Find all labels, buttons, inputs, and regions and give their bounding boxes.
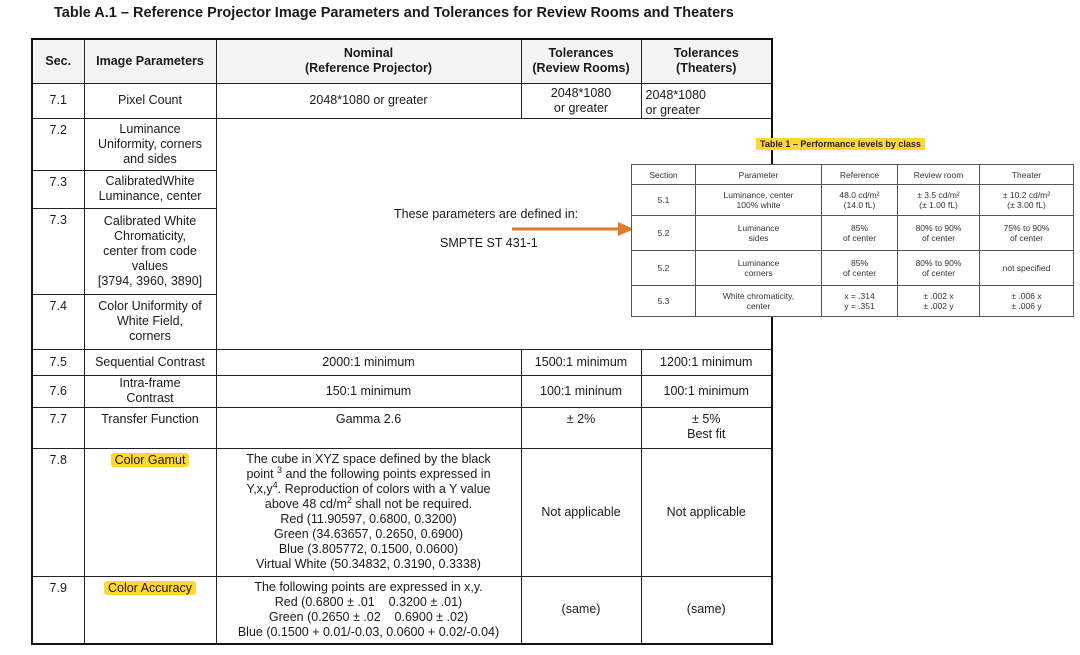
inset-review: ± .002 x ± .002 y — [898, 286, 980, 317]
inset-header: Reference — [822, 165, 898, 185]
inset-reference: 85% of center — [822, 251, 898, 286]
row-nominal: The cube in XYZ space defined by the black point $^3$ and the following points expressed in $Y,x,y^4$. Reproduction of colors with a Y value above 48 $cd/m^2$ shall not be required. Red (11.90597, 0.6800, 0.3200) Green (34.63657, 0.2650, 0.6900) Blue (3.805772, 0.1500, 0.0600) Virtual White (50.34832, 0.3190, 0.3338) — [216, 448, 521, 576]
row-theater: 100:1 minimum — [641, 375, 772, 407]
highlighted-param: Color Accuracy — [104, 581, 196, 595]
row-theater: (same) — [641, 576, 772, 644]
row-param: Luminance Uniformity, corners and sides — [84, 118, 216, 170]
row-param: Calibrated White Chromaticity, center from code values [3794, 3960, 3890] — [84, 208, 216, 294]
header-review: Tolerances (Review Rooms) — [521, 39, 641, 83]
header-nominal: Nominal (Reference Projector) — [216, 39, 521, 83]
header-sec: Sec. — [32, 39, 84, 83]
inset-row — [632, 216, 1074, 251]
inset-theater: ± 10.2 cd/m² (± 3.00 fL) — [980, 185, 1074, 216]
inset-param: Luminance sides — [696, 216, 822, 251]
inset-header-row — [632, 165, 1074, 185]
row-sec: 7.8 — [32, 448, 84, 576]
inset-param: Luminance, center 100% white — [696, 185, 822, 216]
inset-review: 80% to 90% of center — [898, 251, 980, 286]
row-review: (same) — [521, 576, 641, 644]
inset-section: 5.2 — [632, 216, 696, 251]
row-param — [84, 576, 216, 644]
row-nominal: 150:1 minimum — [216, 375, 521, 407]
row-param: Transfer Function — [84, 407, 216, 448]
row-sec: 7.6 — [32, 375, 84, 407]
inset-header: Parameter — [696, 165, 822, 185]
header-row — [32, 39, 772, 83]
row-theater: 1200:1 minimum — [641, 349, 772, 375]
row-review: 2048*1080 or greater — [521, 83, 641, 118]
arrow-icon — [512, 220, 634, 238]
row-nominal: The following points are expressed in x,y. Red (0.6800 ± .01 0.3200 ± .01) Green (0.2650 ± .02 0.6900 ± .02) Blue (0.1500 + 0.01/-0.03, 0.0600 + 0.02/-0.04) — [216, 576, 521, 644]
row-sec: 7.3 — [32, 170, 84, 208]
inset-header: Section — [632, 165, 696, 185]
row-param: Intra-frame Contrast — [84, 375, 216, 407]
inset-review: ± 3.5 cd/m² (± 1.00 fL) — [898, 185, 980, 216]
row-nominal: 2000:1 minimum — [216, 349, 521, 375]
row-theater: 2048*1080 or greater — [641, 83, 772, 118]
row-sec: 7.4 — [32, 294, 84, 349]
inset-param: White chromaticity, center — [696, 286, 822, 317]
inset-reference: 48.0 cd/m² (14.0 fL) — [822, 185, 898, 216]
row-sec: 7.1 — [32, 83, 84, 118]
inset-review: 80% to 90% of center — [898, 216, 980, 251]
row-theater: ± 5% Best fit — [641, 407, 772, 448]
inset-title: Table 1 – Performance levels by class — [756, 138, 925, 150]
inset-section: 5.3 — [632, 286, 696, 317]
inset-table — [631, 164, 1074, 317]
row-review: 100:1 mininum — [521, 375, 641, 407]
row-param: Sequential Contrast — [84, 349, 216, 375]
table-row — [32, 118, 772, 170]
highlighted-param: Color Gamut — [111, 453, 190, 467]
header-theater: Tolerances (Theaters) — [641, 39, 772, 83]
row-param: Pixel Count — [84, 83, 216, 118]
defined-in-text: These parameters are defined in: — [394, 207, 579, 221]
row-sec: 7.3 — [32, 208, 84, 294]
table-row — [32, 407, 772, 448]
table-row — [32, 375, 772, 407]
row-review: 1500:1 minimum — [521, 349, 641, 375]
table-row — [32, 448, 772, 576]
row-sec: 7.5 — [32, 349, 84, 375]
main-table — [31, 38, 773, 645]
row-review: Not applicable — [521, 448, 641, 576]
inset-row — [632, 185, 1074, 216]
table-row — [32, 83, 772, 118]
table-row — [32, 576, 772, 644]
row-nominal: 2048*1080 or greater — [216, 83, 521, 118]
inset-param: Luminance corners — [696, 251, 822, 286]
standard-reference: SMPTE ST 431-1 — [440, 236, 538, 250]
row-param: CalibratedWhite Luminance, center — [84, 170, 216, 208]
row-review: ± 2% — [521, 407, 641, 448]
row-sec: 7.2 — [32, 118, 84, 170]
inset-section: 5.2 — [632, 251, 696, 286]
table-title: Table A.1 – Reference Projector Image Parameters and Tolerances for Review Rooms and Theaters — [54, 5, 734, 21]
inset-row — [632, 251, 1074, 286]
row-sec: 7.9 — [32, 576, 84, 644]
inset-reference: 85% of center — [822, 216, 898, 251]
inset-row — [632, 286, 1074, 317]
inset-section: 5.1 — [632, 185, 696, 216]
inset-header: Review room — [898, 165, 980, 185]
row-nominal: Gamma 2.6 — [216, 407, 521, 448]
inset-theater: not specified — [980, 251, 1074, 286]
inset-header: Theater — [980, 165, 1074, 185]
row-theater: Not applicable — [641, 448, 772, 576]
row-param: Color Uniformity of White Field, corners — [84, 294, 216, 349]
row-sec: 7.7 — [32, 407, 84, 448]
inset-theater: ± .006 x ± .006 y — [980, 286, 1074, 317]
inset-theater: 75% to 90% of center — [980, 216, 1074, 251]
row-param — [84, 448, 216, 576]
inset-reference: x = .314 y = .351 — [822, 286, 898, 317]
table-row — [32, 349, 772, 375]
header-param: Image Parameters — [84, 39, 216, 83]
